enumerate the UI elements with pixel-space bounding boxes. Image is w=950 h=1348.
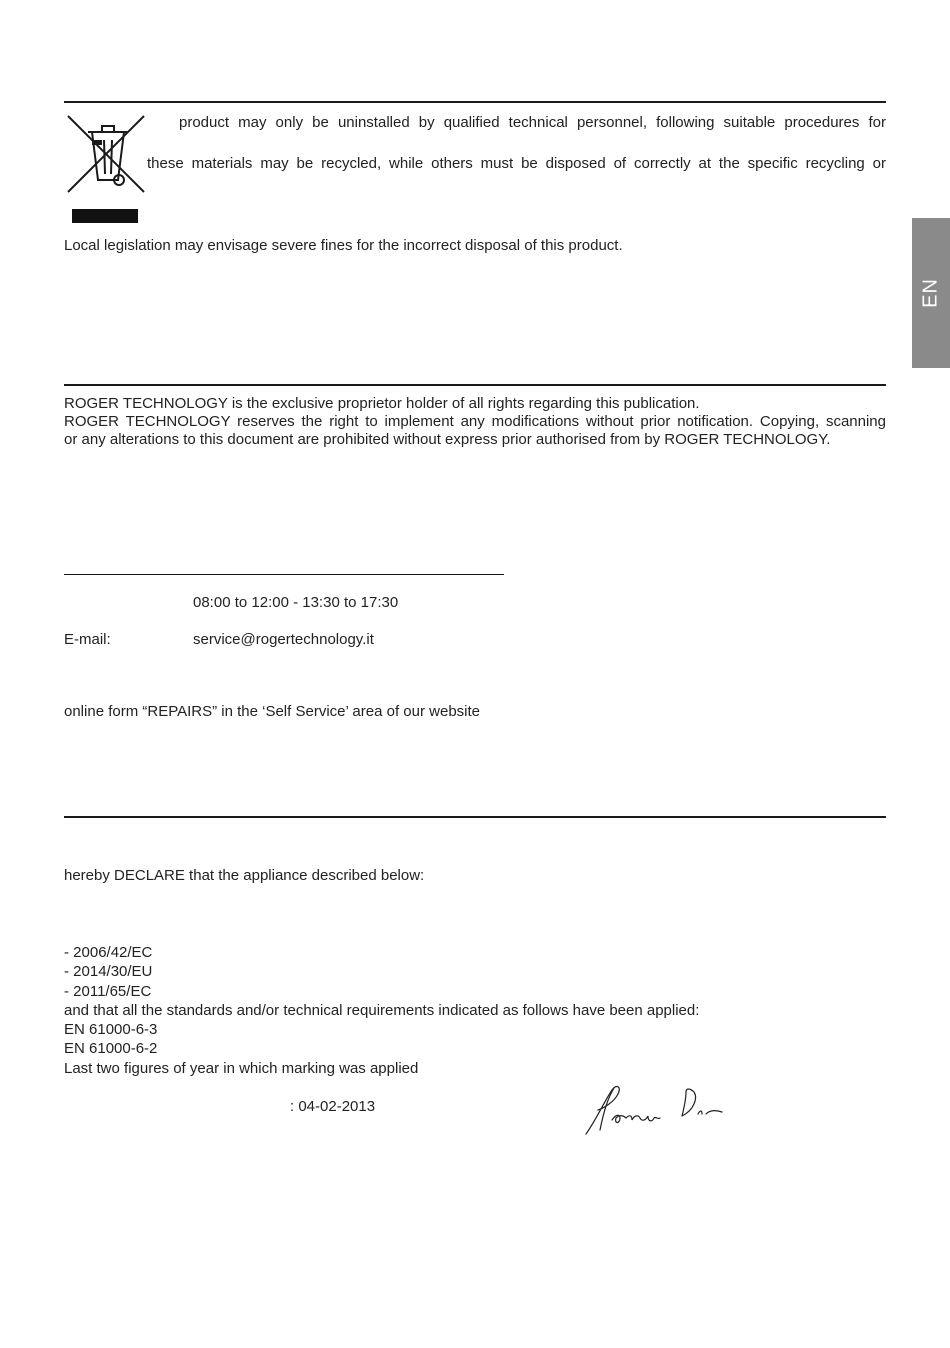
repairs-text: online form “REPAIRS” in the ‘Self Service’ area of our website <box>64 703 481 720</box>
support-hours: 08:00 to 12:00 - 13:30 to 17:30 <box>193 594 399 611</box>
section-divider <box>64 816 886 818</box>
marking-year-note: Last two figures of year in which marking was applied <box>64 1060 419 1077</box>
copyright-line-3: or any alterations to this document are prohibited without express prior authorised from by ROGER TECHNOLOGY. <box>64 431 831 448</box>
directive-item: - 2006/42/EC <box>64 944 153 961</box>
declaration-text: hereby DECLARE that the appliance described below: <box>64 867 425 884</box>
signature <box>582 1080 732 1140</box>
directive-item: - 2014/30/EU <box>64 963 153 980</box>
copyright-line-1: ROGER TECHNOLOGY is the exclusive proprietor holder of all rights regarding this publication. <box>64 395 700 412</box>
disposal-line-2: these materials may be recycled, while others must be disposed of correctly at the specific recycling or <box>147 155 886 172</box>
disposal-fines-text: Local legislation may envisage severe fines for the incorrect disposal of this product. <box>64 237 623 254</box>
email-label: E-mail: <box>64 631 111 648</box>
language-tab-label: EN <box>919 278 942 308</box>
section-divider <box>64 384 886 386</box>
declaration-date: : 04-02-2013 <box>290 1098 376 1115</box>
standards-intro: and that all the standards and/or technical requirements indicated as follows have been applied: <box>64 1002 700 1019</box>
standard-item: EN 61000-6-3 <box>64 1021 158 1038</box>
language-tab <box>912 218 950 368</box>
directive-item: - 2011/65/EC <box>64 983 152 1000</box>
disposal-line-1: product may only be uninstalled by qualified technical personnel, following suitable procedures for <box>179 114 886 131</box>
standard-item: EN 61000-6-2 <box>64 1040 158 1057</box>
copyright-line-2: ROGER TECHNOLOGY reserves the right to implement any modifications without prior notification. Copying, scanning <box>64 413 886 430</box>
email-link[interactable]: service@rogertechnology.it <box>193 631 374 648</box>
crossed-out-bin-icon <box>64 110 146 226</box>
section-divider <box>64 101 886 103</box>
section-divider <box>64 574 504 575</box>
